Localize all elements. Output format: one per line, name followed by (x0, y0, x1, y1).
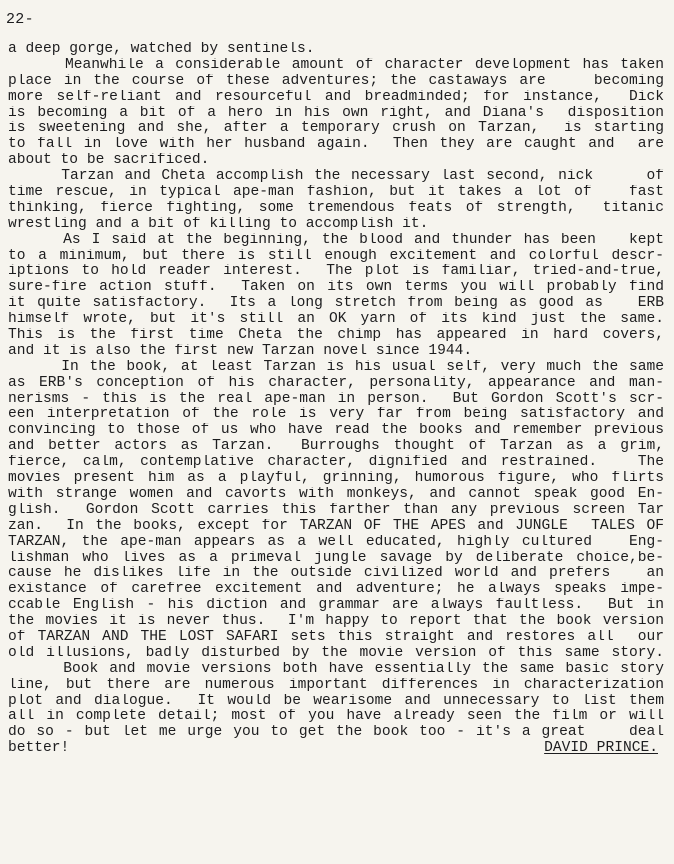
text-line: to fall in love with her husband again. Then they are caught and are (8, 137, 664, 153)
text-line: line, but there are numerous important differences in characterization (8, 677, 664, 693)
text-line: glish. Gordon Scott carries this farther than any previous screen Tar (8, 502, 664, 518)
text-line: ccable English - his diction and grammar are always faultless. But in (8, 598, 664, 614)
text-line: cause he dislikes life in the outside civilized world and prefers an (8, 566, 664, 582)
text-line: Meanwhile a considerable amount of character development has taken (8, 57, 664, 73)
text-line: This is the first time Cheta the chimp has appeared in hard covers, (8, 328, 664, 344)
text-line: existance of carefree excitement and adventure; he always speaks impe- (8, 582, 664, 598)
closing-line (8, 741, 664, 757)
text-line: a deep gorge, watched by sentinels. (8, 42, 315, 57)
text-line: and better actors as Tarzan. Burroughs thought of Tarzan as a grim, (8, 439, 664, 455)
text-line: time rescue, in typical ape-man fashion, but it takes a lot of fast (8, 185, 664, 201)
text-line: himself wrote, but it's still an OK yarn of its kind just the same. (8, 312, 664, 328)
review-text (8, 42, 664, 757)
text-line: to a minimum, but there is still enough excitement and colorful descr- (8, 248, 664, 264)
text-line: old illusions, badly disturbed by the movie version of this same story. (8, 645, 664, 661)
author-signature: DAVID PRINCE. (544, 740, 658, 757)
text-line: zan. In the books, except for TARZAN OF THE APES and JUNGLE TALES OF (8, 518, 664, 534)
text-line: plot and dialogue. It would be wearisome and unnecessary to list them (8, 693, 664, 709)
final-text: better! (8, 740, 70, 757)
text-line: more self-reliant and resourceful and breadminded; for instance, Dick (8, 89, 664, 105)
text-line: wrestling and a bit of killing to accomplish it. (8, 216, 429, 232)
text-line: the movies it is never thus. I'm happy to report that the book version (8, 614, 664, 630)
text-line: een interpretation of the role is very far from being satisfactory and (8, 407, 664, 423)
text-line: is sweetening and she, after a temporary crush on Tarzan, is starting (8, 121, 664, 137)
text-line: sure-fire action stuff. Taken on its own terms you will probably find (8, 280, 664, 296)
text-line: with strange women and cavorts with monkeys, and cannot speak good En- (8, 486, 664, 502)
text-line: As I said at the beginning, the blood and thunder has been kept (8, 232, 664, 248)
text-line: do so - but let me urge you to get the book too - it's a great deal (8, 725, 664, 741)
text-line: convincing to those of us who have read the books and remember previous (8, 423, 664, 439)
text-line: place in the course of these adventures; the castaways are becoming (8, 73, 664, 89)
text-line: Tarzan and Cheta accomplish the necessary last second, nick of (8, 169, 664, 185)
text-line: lishman who lives as a primeval jungle savage by deliberate choice,be- (8, 550, 664, 566)
page-number: 22- (6, 11, 34, 28)
text-line: nerisms - this is the real ape-man in person. But Gordon Scott's scr- (8, 391, 664, 407)
text-line: about to be sacrificed. (8, 153, 210, 169)
text-line: Book and movie versions both have essentially the same basic story (8, 661, 664, 677)
text-line: all in complete detail; most of you have already seen the film or will (8, 709, 664, 725)
text-line: and it is also the first new Tarzan novel since 1944. (8, 343, 473, 359)
text-line: fierce, calm, contemplative character, dignified and restrained. The (8, 455, 664, 471)
text-line: iptions to hold reader interest. The plot is familiar, tried-and-true, (8, 264, 664, 280)
text-line: it quite satisfactory. Its a long stretch from being as good as ERB (8, 296, 664, 312)
text-line: as ERB's conception of his character, personality, appearance and man- (8, 375, 664, 391)
text-line: thinking, fierce fighting, some tremendous feats of strength, titanic (8, 200, 664, 216)
text-line: movies present him as a playful, grinning, humorous figure, who flirts (8, 471, 664, 487)
text-line: of TARZAN AND THE LOST SAFARI sets this straight and restores all our (8, 629, 664, 645)
text-line: In the book, at least Tarzan is his usual self, very much the same (8, 359, 664, 375)
text-line: TARZAN, the ape-man appears as a well educated, highly cultured Eng- (8, 534, 664, 550)
text-line: is becoming a bit of a hero in his own right, and Diana's disposition (8, 105, 664, 121)
